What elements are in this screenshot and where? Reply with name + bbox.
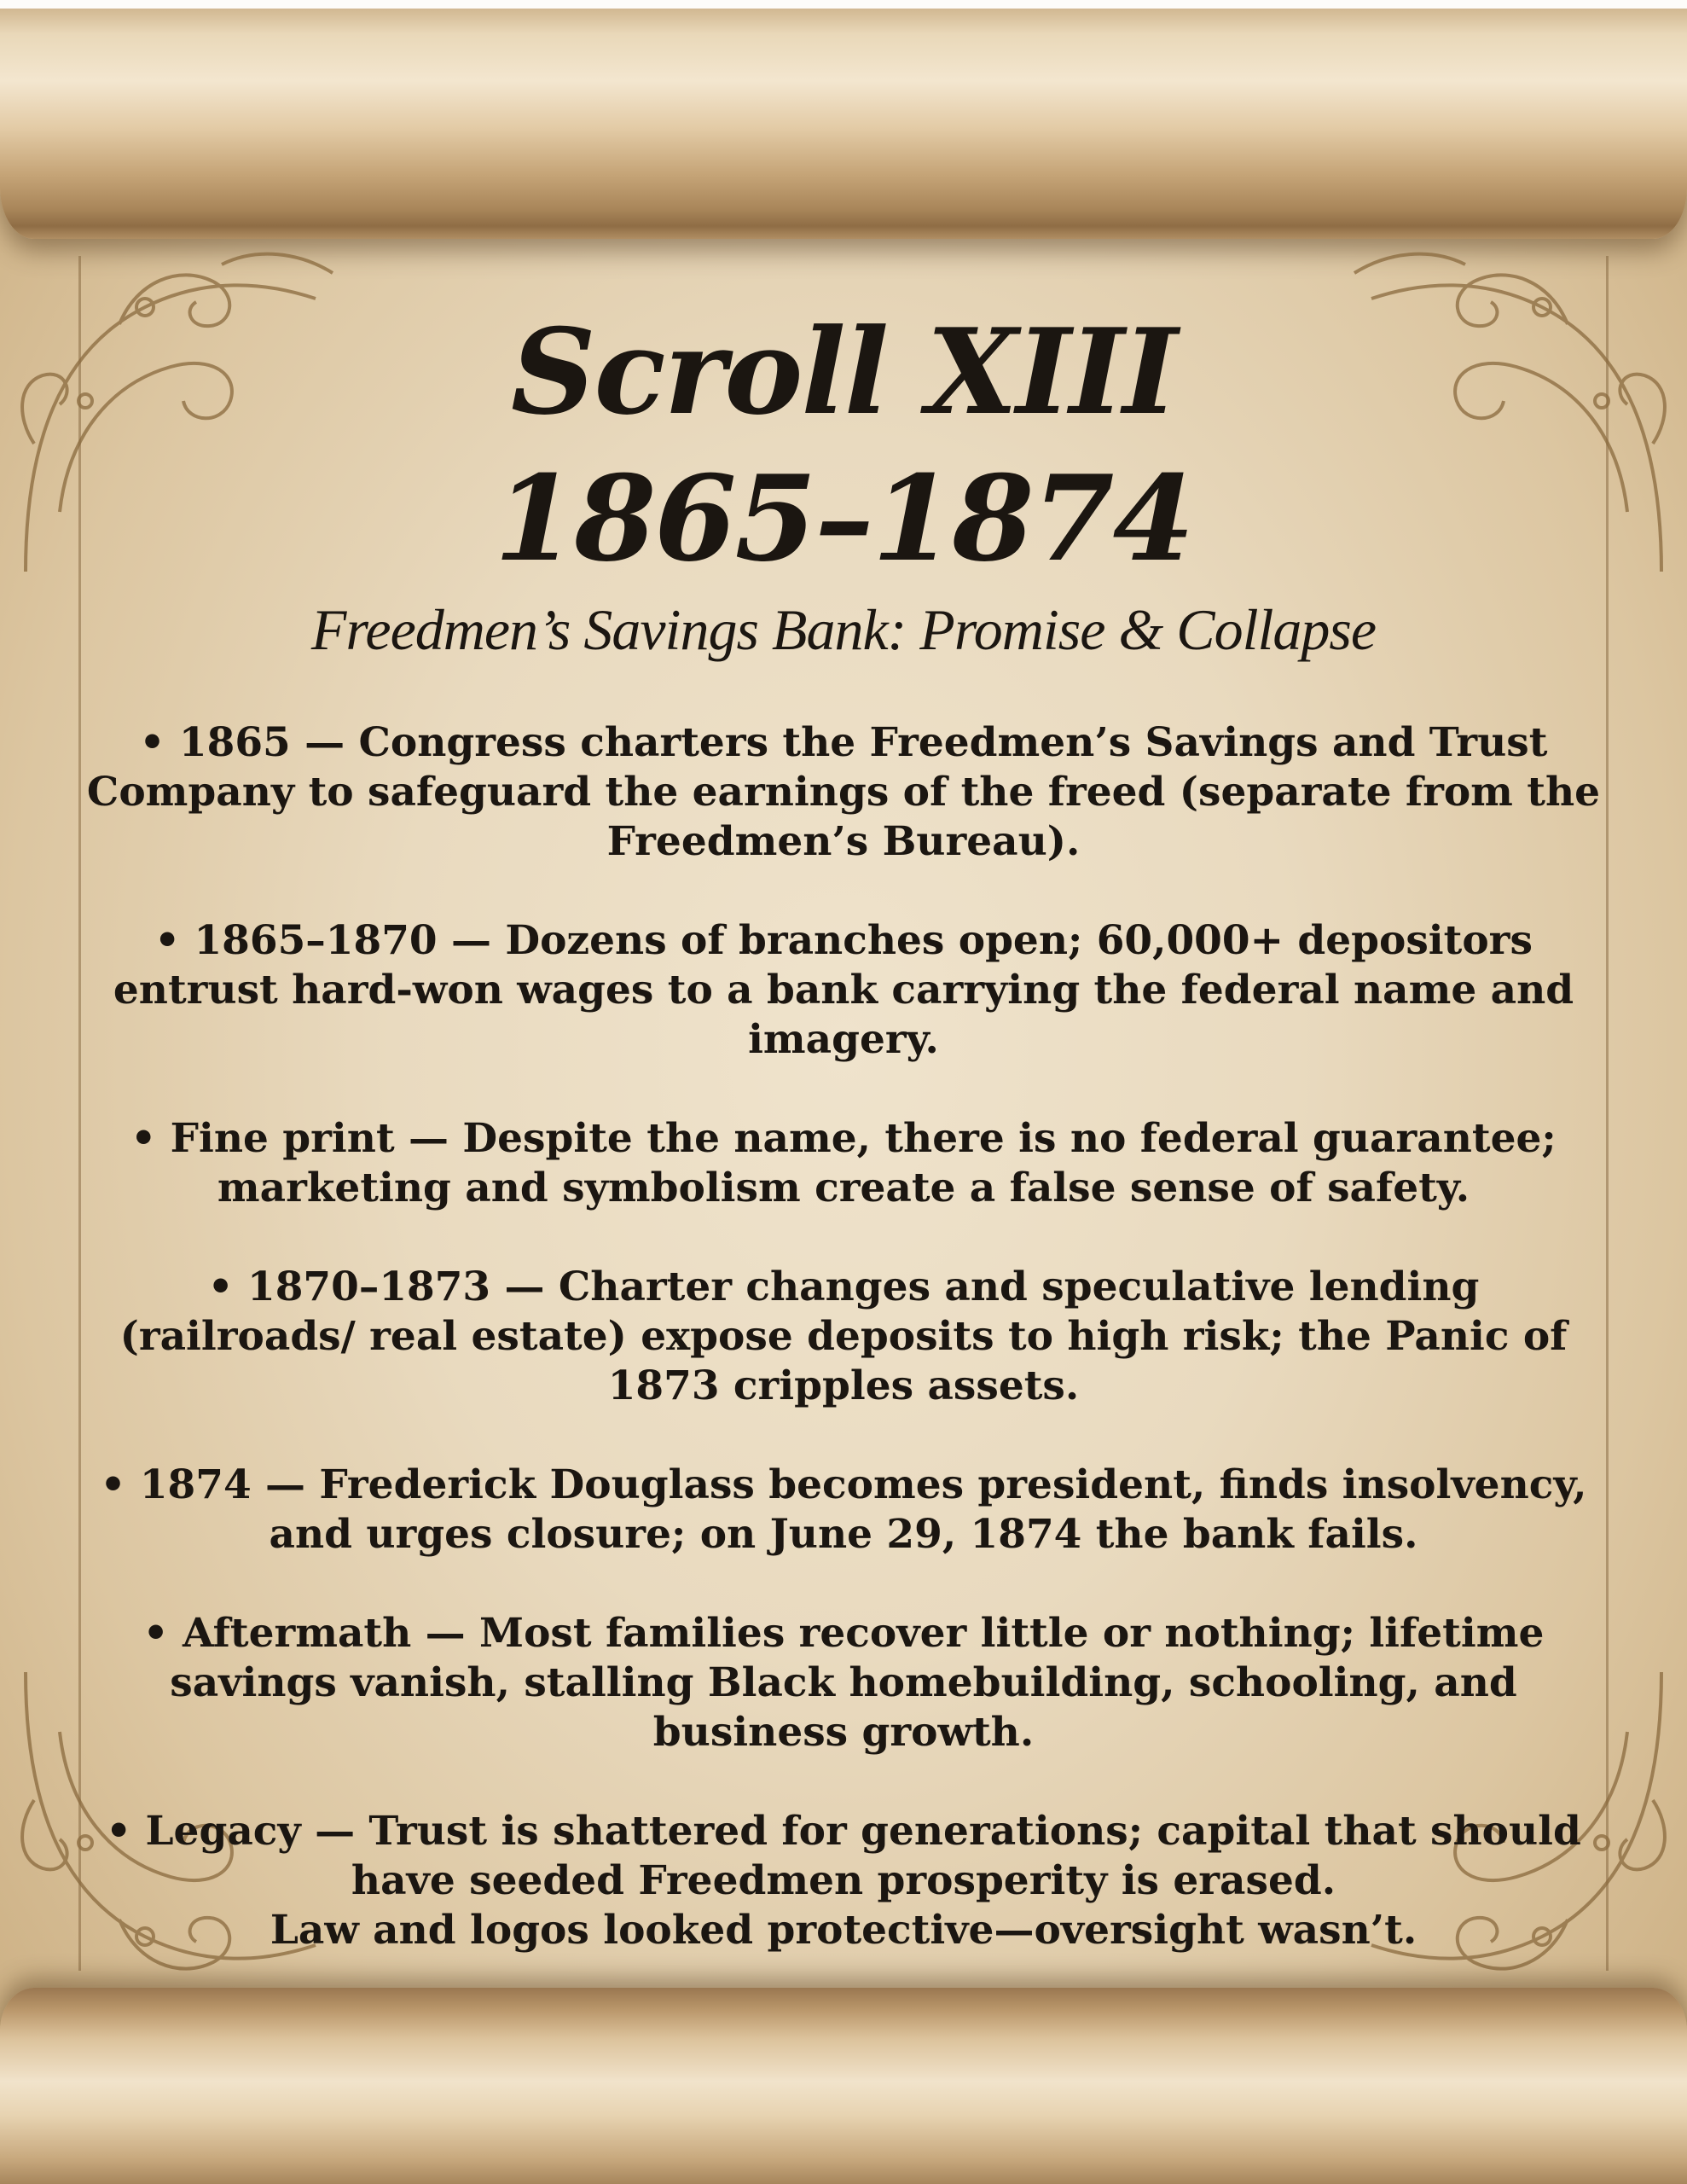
page-title xyxy=(85,299,1602,592)
title-line-2: 1865–1874 xyxy=(494,449,1193,588)
title-line-1: Scroll XIII xyxy=(510,302,1177,441)
scroll-content xyxy=(85,299,1602,1969)
closing-line: Law and logos looked protective—oversight wasn’t. xyxy=(270,1907,1417,1954)
timeline-item: • Fine print — Despite the name, there is no federal guarantee; marketing and symbolism create a false sense of safety. xyxy=(130,1115,1557,1211)
scroll-top-roll xyxy=(0,0,1687,239)
timeline-item: • 1865 — Congress charters the Freedmen’s Savings and Trust Company to safeguard the earnings of the freed (separate from the Freedmen’s Bureau). xyxy=(86,719,1601,865)
timeline-item: • 1874 — Frederick Douglass becomes president, finds insolvency, and urges closure; on June 29, 1874 the bank fails. xyxy=(100,1461,1587,1558)
legacy-text: • Legacy — Trust is shattered for generations; capital that should have seeded Freedmen prosperity is erased. xyxy=(106,1808,1581,1904)
scroll-bottom-roll xyxy=(0,1988,1687,2184)
timeline-item: • Aftermath — Most families recover little or nothing; lifetime savings vanish, stalling Black homebuilding, schooling, and business growth. xyxy=(142,1610,1545,1756)
timeline-item-legacy xyxy=(85,1807,1602,1955)
timeline-list xyxy=(85,718,1602,1955)
page-subtitle: Freedmen’s Savings Bank: Promise & Collapse xyxy=(310,597,1377,662)
timeline-item: • 1870–1873 — Charter changes and speculative lending (railroads/ real estate) expose deposits to high risk; the Panic of 1873 cripples assets. xyxy=(119,1263,1568,1409)
timeline-item: • 1865–1870 — Dozens of branches open; 60,000+ depositors entrust hard-won wages to a bank carrying the federal name and imagery. xyxy=(113,917,1574,1063)
